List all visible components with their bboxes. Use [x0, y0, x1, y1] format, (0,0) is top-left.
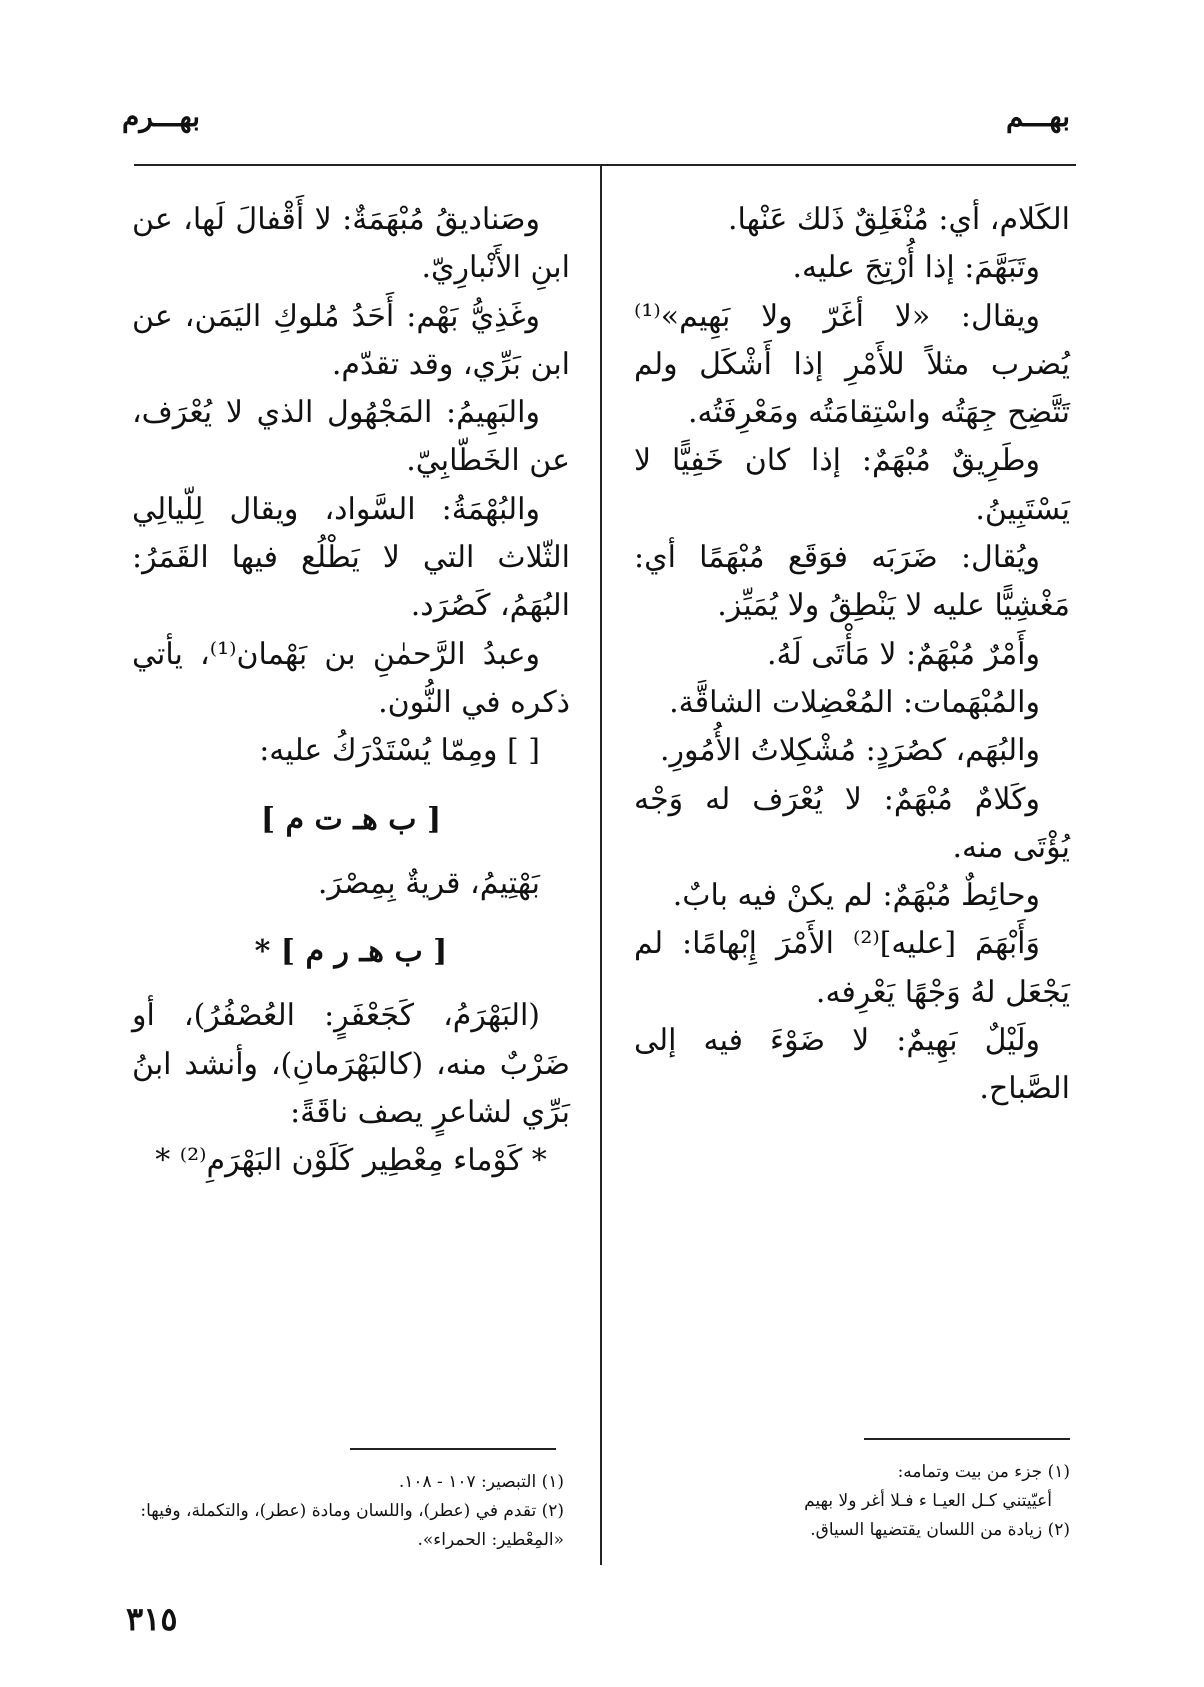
paragraph: والبَهِيمُ: المَجْهُول الذي لا يُعْرَف، عن الخَطّابِيّ.: [132, 395, 570, 479]
paragraph: وصَناديقُ مُبْهَمَةٌ: لا أَقْفالَ لَها، عن ابنِ الأَنْبارِيّ.: [132, 202, 570, 286]
paragraph: [ ] ومِمّا يُسْتَدْرَكُ عليه:: [259, 733, 540, 769]
paragraph: وتَبَهَّمَ: إذا أُرْتِجَ عليه.: [792, 250, 1040, 286]
paragraph: والبُهَم، كصُرَدٍ: مُشْكِلاتُ الأُمُورِ.: [660, 733, 1040, 769]
paragraph: (البَهْرَمُ، كَجَعْفَرٍ: العُصْفُرُ)، أو ضَرْبٌ منه، (كالبَهْرَمانِ)، وأنشد ابنُ بَرِّي لشاعرٍ يصف ناقَةً:: [132, 998, 570, 1131]
footnote: (٢) زيادة من اللسان يقتضيها السياق.: [810, 1520, 1070, 1540]
paragraph: ويقال: «لا أغَرّ ولا بَهِيم»⁽¹⁾ يُضرب مثلاً للأَمْرِ إذا أَشْكَل ولم تَتَّضِح جِهَتُه واسْتِقامَتُه ومَعْرِفَتُه.: [634, 298, 1070, 431]
footnotes-right: [630, 1458, 1070, 1545]
footnote: (٢) تقدم في (عطر)، واللسان ومادة (عطر)، والتكملة، وفيها: «المِعْطير: الحمراء».: [140, 1501, 564, 1550]
column-divider: [600, 165, 602, 1565]
verse-line: * كَوْماء مِعْطِير كَلَوْن البَهْرَمِ⁽²⁾ *: [155, 1143, 547, 1179]
entry-heading: [ ب هـ ت م ]: [260, 801, 442, 837]
paragraph: وحائِطٌ مُبْهَمٌ: لم يكنْ فيه بابٌ.: [672, 878, 1040, 914]
footnote-rule-left: [350, 1448, 556, 1450]
paragraph: وعبدُ الرَّحمٰنِ بن بَهْمان⁽¹⁾، يأتي ذكره في النُّون.: [132, 636, 570, 720]
footnote-verse: أعيّيتني كـل العيـا ء فـلا أغر ولا بهيم: [804, 1491, 1052, 1511]
paragraph: وَأَبْهَمَ [عليه]⁽²⁾ الأَمْرَ إِبْهامًا: لم يَجْعَل لهُ وَجْهًا يَعْرِفه.: [634, 926, 1070, 1010]
entry-heading: [ ب هـ ر م ] *: [254, 934, 448, 970]
footnote: (١) التبصير: ١٠٧ - ١٠٨.: [398, 1472, 564, 1492]
footnote-rule-right: [864, 1438, 1070, 1440]
paragraph: وأَمْرٌ مُبْهَمٌ: لا مَأْتَى لَهُ.: [766, 636, 1040, 672]
right-column: [634, 196, 1070, 1114]
footnote: (١) جزء من بيت وتمامه:: [897, 1462, 1070, 1482]
running-header-left: بهـــرم: [122, 100, 201, 133]
paragraph: وكَلامٌ مُبْهَمٌ: لا يُعْرَف له وَجْه يُؤْتَى منه.: [634, 781, 1070, 865]
paragraph: الكَلام، أي: مُنْغَلِقٌ ذَلك عَنْها.: [727, 202, 1070, 237]
paragraph: بَهْتِيمُ، قريةٌ بِمِصْرَ.: [317, 865, 540, 901]
paragraph: والبُهْمَةُ: السَّواد، ويقال لِلّيالِي الثّلاث التي لا يَطْلُع فيها القَمَرُ: البُهَمُ، كَصُرَد.: [132, 491, 570, 624]
paragraph: وطَرِيقٌ مُبْهَمٌ: إذا كان خَفِيًّا لا يَسْتَبِينُ.: [634, 443, 1070, 527]
header-rule: [134, 164, 1076, 166]
paragraph: والمُبْهَمات: المُعْضِلات الشاقَّة.: [669, 684, 1040, 720]
running-header-right: بهـــم: [1006, 100, 1070, 133]
left-column: [132, 196, 570, 1186]
footnotes-left: [134, 1468, 564, 1555]
paragraph: وغَذِيُّ بَهْم: أَحَدُ مُلوكِ اليَمَن، عن ابن بَرِّي، وقد تقدّم.: [132, 298, 570, 382]
page-number: ٣١٥: [126, 1600, 178, 1638]
paragraph: ولَيْلٌ بَهِيمٌ: لا ضَوْءَ فيه إلى الصَّباح.: [634, 1023, 1070, 1107]
paragraph: ويُقال: ضَرَبَه فوَقَع مُبْهَمًا أي: مَغْشِيًّا عليه لا يَنْطِقُ ولا يُمَيِّز.: [634, 540, 1070, 624]
